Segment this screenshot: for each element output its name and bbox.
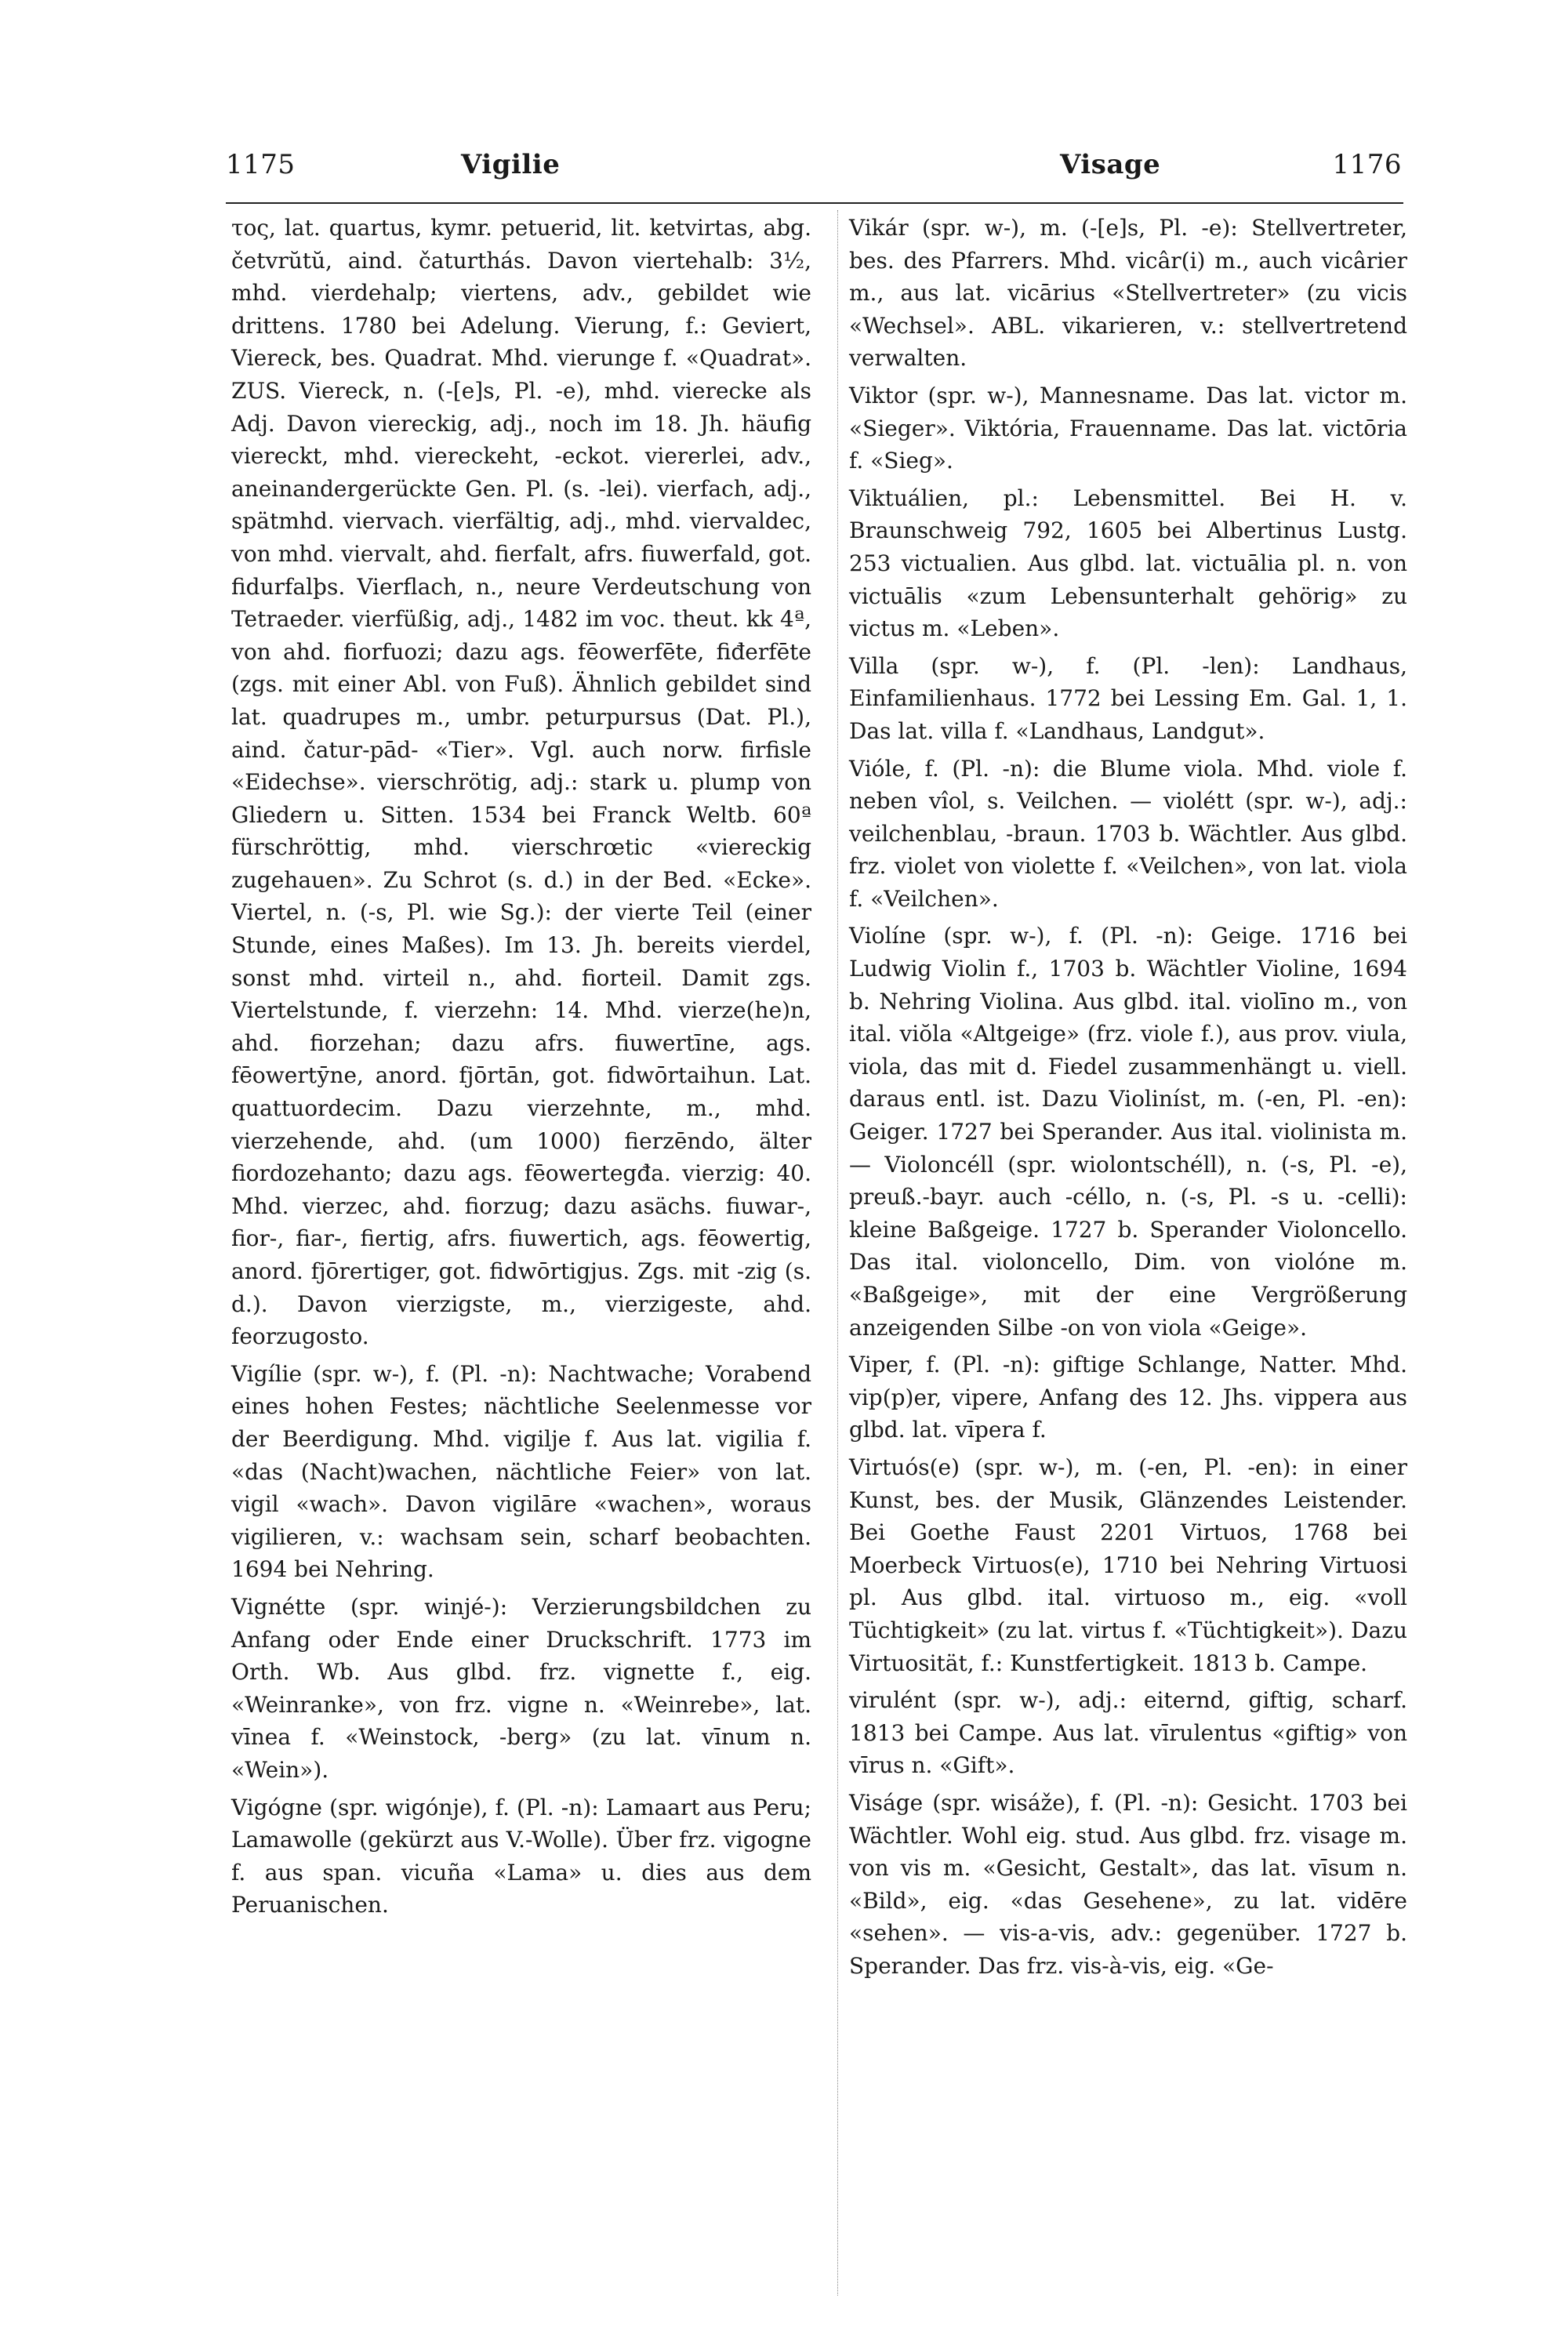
entry-vignette: Vignétte (spr. winjé-): Verzierungsbildchen zu Anfang oder Ende einer Druckschrift. 1773 im Orth. Wb. Aus glbd. frz. vignette f., eig. «Weinranke», von frz. vigne n. «Weinrebe», lat. vīnea f. «Weinstock, -berg» (zu lat. vīnum n. «Wein»). [231, 1593, 811, 1783]
entry-viole: Vióle, f. (Pl. -n): die Blume viola. Mhd. viole f. neben vîol, s. Veilchen. — violétt (spr. w-), adj.: veilchenblau, -braun. 1703 b. Wächtler. Aus glbd. frz. violet von violette f. «Veilchen», von lat. viola f. «Veilchen». [849, 755, 1407, 912]
entry-vigogne: Vigógne (spr. wigónje), f. (Pl. -n): Lamaart aus Peru; Lamawolle (gekürzt aus V.-Wolle). Über frz. vigogne f. aus span. vicuña «Lama» u. dies aus dem Peruanischen. [231, 1794, 811, 1918]
entry-vikar: Vikár (spr. w-), m. (-[e]s, Pl. -e): Stellvertreter, bes. des Pfarrers. Mhd. vicâr(i) m., auch vicârier m., aus lat. vicārius «Stellvertreter» (zu vicis «Wechsel». ABL. vikarieren, v.: stellvertretend verwalten. [849, 215, 1407, 372]
entry-villa: Villa (spr. w-), f. (Pl. -len): Landhaus, Einfamilienhaus. 1772 bei Lessing Em. Gal. 1, 1. Das lat. villa f. «Landhaus, Landgut». [849, 652, 1407, 744]
page-header [226, 149, 1402, 196]
header-rule [226, 202, 1403, 204]
left-column [231, 212, 811, 1922]
entry-viktualien: Viktuálien, pl.: Lebensmittel. Bei H. v. Braunschweig 792, 1605 bei Albertinus Lustg. 253 victualien. Aus glbd. lat. victuālia pl. n. von victuālis «zum Lebensunterhalt gehörig» zu victus m. «Leben». [849, 485, 1407, 642]
right-column [849, 212, 1407, 1982]
column-separator [837, 210, 839, 2296]
entry-virtuose: Virtuós(e) (spr. w-), m. (-en, Pl. -en): in einer Kunst, bes. der Musik, Glänzendes Leistender. Bei Goethe Faust 2201 Virtuos, 1768 bei Moerbeck Virtuos(e), 1710 bei Nehring Virtuosi pl. Aus glbd. ital. virtuoso m., eig. «voll Tüchtigkeit» (zu lat. virtus f. «Tüchtigkeit»). Dazu Virtuosität, f.: Kunstfertigkeit. 1813 b. Campe. [849, 1454, 1407, 1676]
entry-virulent: virulént (spr. w-), adj.: eiternd, giftig, scharf. 1813 bei Campe. Aus lat. vīrulentus «giftig» von vīrus n. «Gift». [849, 1687, 1407, 1779]
catchword-left: Vigilie [461, 149, 561, 180]
entry-paragraph: τος, lat. quartus, kymr. petuerid, lit. ketvirtas, abg. četvrŭtŭ, aind. čaturthás. Davon viertehalb: 3½, mhd. vierdehalp; viertens, adv., gebildet wie drittens. 1780 bei Adelung. Vierung, f.: Geviert, Viereck, bes. Quadrat. Mhd. vierunge f. «Quadrat». ZUS. Viereck, n. (-[e]s, Pl. -e), mhd. vierecke als Adj. Davon viereckig, adj., noch im 18. Jh. häufig viereckt, mhd. viereckeht, -eckot. viererlei, adv., aneinandergerückte Gen. Pl. (s. -lei). vierfach, adj., spätmhd. viervach. vierfältig, adj., mhd. viervaldec, von mhd. viervalt, ahd. fierfalt, afrs. fiuwerfald, got. fidurfalþs. Vierflach, n., neure Verdeutschung von Tetraeder. vierfüßig, adj., 1482 im voc. theut. kk 4ª, von ahd. fiorfuozi; dazu ags. fēowerfēte, fiđerfēte (zgs. mit einer Abl. von Fuß). Ähnlich gebildet sind lat. quadrupes m., umbr. peturpursus (Dat. Pl.), aind. čatur-pād- «Tier». Vgl. auch norw. firfisle «Eidechse». vierschrötig, adj.: stark u. plump von Gliedern u. Sitten. 1534 bei Franck Weltb. 60ª fürschröttig, mhd. vierschrœtic «viereckig zugehauen». Zu Schrot (s. d.) in der Bed. «Ecke». Viertel, n. (-s, Pl. wie Sg.): der vierte Teil (einer Stunde, eines Maßes). Im 13. Jh. bereits vierdel, sonst mhd. virteil n., ahd. fiorteil. Damit zgs. Viertelstunde, f. vierzehn: 14. Mhd. vierze(he)n, ahd. fiorzehan; dazu afrs. fiuwertīne, ags. fēowertӯne, anord. fjōrtān, got. fidwōrtaihun. Lat. quattuordecim. Dazu vierzehnte, m., mhd. vierzehende, ahd. (um 1000) fierzēndo, älter fiordozehanto; dazu ags. fēowertegđa. vierzig: 40. Mhd. vierzec, ahd. fiorzug; dazu asächs. fiuwar-, fior-, fiar-, fiertig, afrs. fiuwertich, ags. fēowertig, anord. fjōrertiger, got. fidwōrtigjus. Zgs. mit -zig (s. d.). Davon vierzigste, m., vierzigeste, ahd. feorzugosto. [231, 215, 811, 1350]
entry-violine: Violíne (spr. w-), f. (Pl. -n): Geige. 1716 bei Ludwig Violin f., 1703 b. Wächtler Violine, 1694 b. Nehring Violina. Aus glbd. ital. violīno m., von ital. viŏla «Altgeige» (frz. viole f.), aus prov. viula, viola, das mit d. Fiedel zusammenhängt u. viell. daraus entl. ist. Dazu Violiníst, m. (-en, Pl. -en): Geiger. 1727 bei Sperander. Aus ital. violinista m. — Violoncéll (spr. wiolontschéll), n. (-s, Pl. -e), preuß.-bayr. auch -céllo, n. (-s, Pl. -s u. -celli): kleine Baßgeige. 1727 b. Sperander Violoncello. Das ital. violoncello, Dim. von violóne m. «Baßgeige», mit der eine Vergrößerung anzeigenden Silbe -on von viola «Geige». [849, 923, 1407, 1341]
entry-viper: Viper, f. (Pl. -n): giftige Schlange, Natter. Mhd. vip(p)er, vipere, Anfang des 12. Jhs. vippera aus glbd. lat. vīpera f. [849, 1352, 1407, 1443]
page-number-left: 1175 [226, 149, 296, 180]
entry-vigilie: Vigílie (spr. w-), f. (Pl. -n): Nachtwache; Vorabend eines hohen Festes; nächtliche Seelenmesse vor der Beerdigung. Mhd. vigilje f. Aus lat. vigilia f. «das (Nacht)wachen, nächtliche Feier» von lat. vigil «wach». Davon vigilāre «wachen», woraus vigilieren, v.: wachsam sein, scharf beobachten. 1694 bei Nehring. [231, 1360, 811, 1583]
page-number-right: 1176 [1332, 149, 1402, 180]
entry-visage: Viságe (spr. wisáže), f. (Pl. -n): Gesicht. 1703 bei Wächtler. Wohl eig. stud. Aus glbd. frz. visage m. von vis m. «Gesicht, Gestalt», das lat. vīsum n. «Bild», eig. «das Gesehene», zu lat. vidēre «sehen». — vis-a-vis, adv.: gegenüber. 1727 b. Sperander. Das frz. vis-à-vis, eig. «Ge- [849, 1789, 1407, 1979]
catchword-right: Visage [1060, 149, 1161, 180]
entry-viktor: Viktor (spr. w-), Mannesname. Das lat. victor m. «Sieger». Viktória, Frauenname. Das lat. victōria f. «Sieg». [849, 382, 1407, 474]
